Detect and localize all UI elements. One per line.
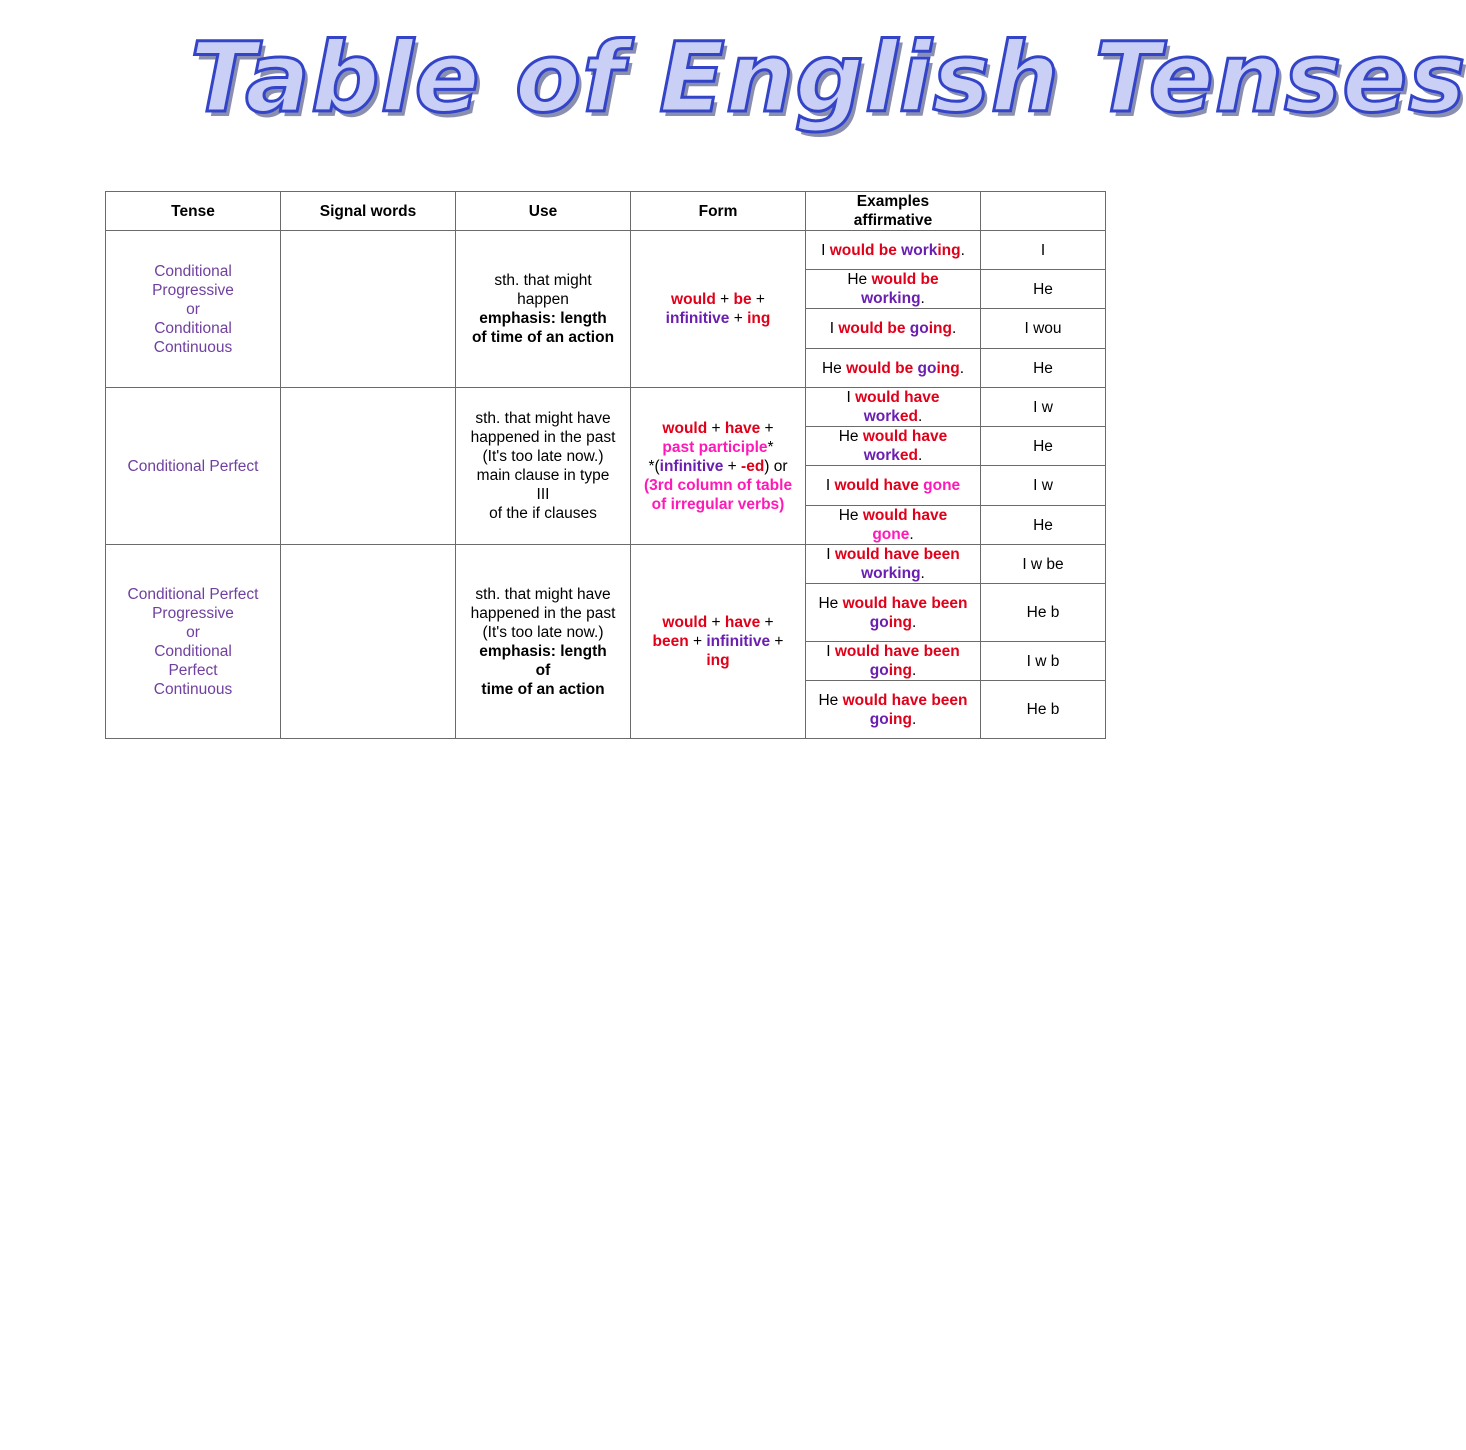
example-negative: I wou xyxy=(981,309,1106,349)
form-plus: + xyxy=(688,633,707,650)
example-negative: I w be xyxy=(981,545,1106,584)
form-plus: + xyxy=(760,419,774,437)
use-emphasis-line: of xyxy=(535,661,551,679)
tense-line: Progressive xyxy=(152,281,234,299)
form-token: would xyxy=(671,291,716,308)
example-affirmative: He would have been going. xyxy=(806,584,981,642)
form-plus: + xyxy=(707,419,725,437)
table-row xyxy=(106,388,1106,427)
form-token: infinitive xyxy=(659,457,724,475)
use-line: (It's too late now.) xyxy=(482,623,604,641)
example-negative: He b xyxy=(981,681,1106,739)
header-tense: Tense xyxy=(106,192,281,231)
form-plus: + xyxy=(723,457,742,475)
signal-words-cell xyxy=(281,545,456,739)
use-line: sth. that might have xyxy=(475,410,611,427)
use-line: (It's too late now.) xyxy=(482,448,604,465)
use-emphasis-line: of time of an action xyxy=(471,329,615,346)
example-affirmative: He would have worked. xyxy=(806,427,981,466)
example-negative: I w b xyxy=(981,642,1106,681)
tense-line: Conditional Perfect xyxy=(127,585,259,603)
header-use: Use xyxy=(456,192,631,231)
tense-line: Conditional xyxy=(154,319,232,337)
form-cell xyxy=(631,545,806,739)
example-negative: I w xyxy=(981,466,1106,506)
form-token: (3rd column of table of irregular verbs) xyxy=(643,476,793,513)
form-plus: *( xyxy=(648,457,660,475)
form-token: ing xyxy=(706,652,730,669)
signal-words-cell xyxy=(281,388,456,545)
use-cell xyxy=(456,231,631,388)
tense-cell xyxy=(106,388,281,545)
example-affirmative: He would be working. xyxy=(806,270,981,309)
use-emphasis-line: time of an action xyxy=(481,680,605,698)
form-token: would xyxy=(662,419,708,437)
form-plus: + xyxy=(770,633,784,650)
use-line: sth. that might xyxy=(494,272,592,289)
example-negative: He xyxy=(981,506,1106,545)
form-plus: + xyxy=(729,310,748,327)
form-cell xyxy=(631,388,806,545)
form-plus: + xyxy=(715,291,734,308)
form-token: would xyxy=(662,614,708,631)
example-affirmative: He would be going. xyxy=(806,349,981,388)
use-line: happened in the past xyxy=(470,429,616,446)
use-line: happen xyxy=(517,291,569,308)
form-plus: + xyxy=(760,614,774,631)
tense-line: Conditional xyxy=(154,642,232,660)
form-token: be xyxy=(733,291,752,308)
form-token: -ed xyxy=(741,457,765,475)
use-emphasis-line: emphasis: length xyxy=(479,310,607,327)
form-plus: + xyxy=(751,291,765,308)
tense-line: Conditional Perfect xyxy=(127,457,259,475)
use-line: of the if clauses xyxy=(489,505,597,522)
use-line: sth. that might have xyxy=(475,585,611,603)
tense-line: or xyxy=(186,300,200,318)
example-affirmative: I would have been working. xyxy=(806,545,981,584)
example-affirmative: I would be working. xyxy=(806,231,981,270)
example-negative: He b xyxy=(981,584,1106,642)
form-plus: ) or xyxy=(764,457,788,475)
header-negative xyxy=(981,192,1106,231)
tense-line: Continuous xyxy=(153,680,233,698)
example-negative: I w xyxy=(981,388,1106,427)
example-affirmative: I would be going. xyxy=(806,309,981,349)
tenses-table xyxy=(105,191,1106,739)
tense-line: or xyxy=(186,623,200,641)
tense-cell xyxy=(106,231,281,388)
example-negative: He xyxy=(981,349,1106,388)
use-cell xyxy=(456,388,631,545)
example-affirmative: I would have been going. xyxy=(806,642,981,681)
example-affirmative: I would have gone xyxy=(806,466,981,506)
example-affirmative: He would have been going. xyxy=(806,681,981,739)
example-negative: He xyxy=(981,427,1106,466)
example-affirmative: He would have gone. xyxy=(806,506,981,545)
use-line: main clause in type xyxy=(476,467,610,484)
page-title: Table of English Tenses xyxy=(190,22,1466,134)
form-token: have xyxy=(724,614,761,631)
example-affirmative: I would have worked. xyxy=(806,388,981,427)
use-cell xyxy=(456,545,631,739)
header-examples xyxy=(806,192,981,231)
header-signal-words: Signal words xyxy=(281,192,456,231)
tense-cell xyxy=(106,545,281,739)
form-token: ing xyxy=(747,310,771,327)
use-line: happened in the past xyxy=(470,604,616,622)
form-plus: + xyxy=(707,614,725,631)
form-plus: * xyxy=(767,438,774,456)
form-token: infinitive xyxy=(665,310,730,327)
tense-line: Perfect xyxy=(168,661,218,679)
tense-line: Progressive xyxy=(152,604,234,622)
use-line: III xyxy=(536,486,550,503)
header-examples-label: Examples xyxy=(856,193,930,210)
table-row xyxy=(106,231,1106,270)
signal-words-cell xyxy=(281,231,456,388)
header-row xyxy=(106,192,1106,231)
form-token: have xyxy=(724,419,761,437)
example-negative: I xyxy=(981,231,1106,270)
form-token: infinitive xyxy=(706,633,771,650)
use-emphasis-line: emphasis: length xyxy=(479,642,607,660)
header-affirmative-label: affirmative xyxy=(853,212,933,229)
tense-line: Conditional xyxy=(154,262,232,280)
example-negative: He xyxy=(981,270,1106,309)
form-token: past participle xyxy=(662,438,768,456)
header-form: Form xyxy=(631,192,806,231)
tense-line: Continuous xyxy=(153,338,233,356)
table-row xyxy=(106,545,1106,584)
form-token: been xyxy=(652,633,689,650)
form-cell xyxy=(631,231,806,388)
